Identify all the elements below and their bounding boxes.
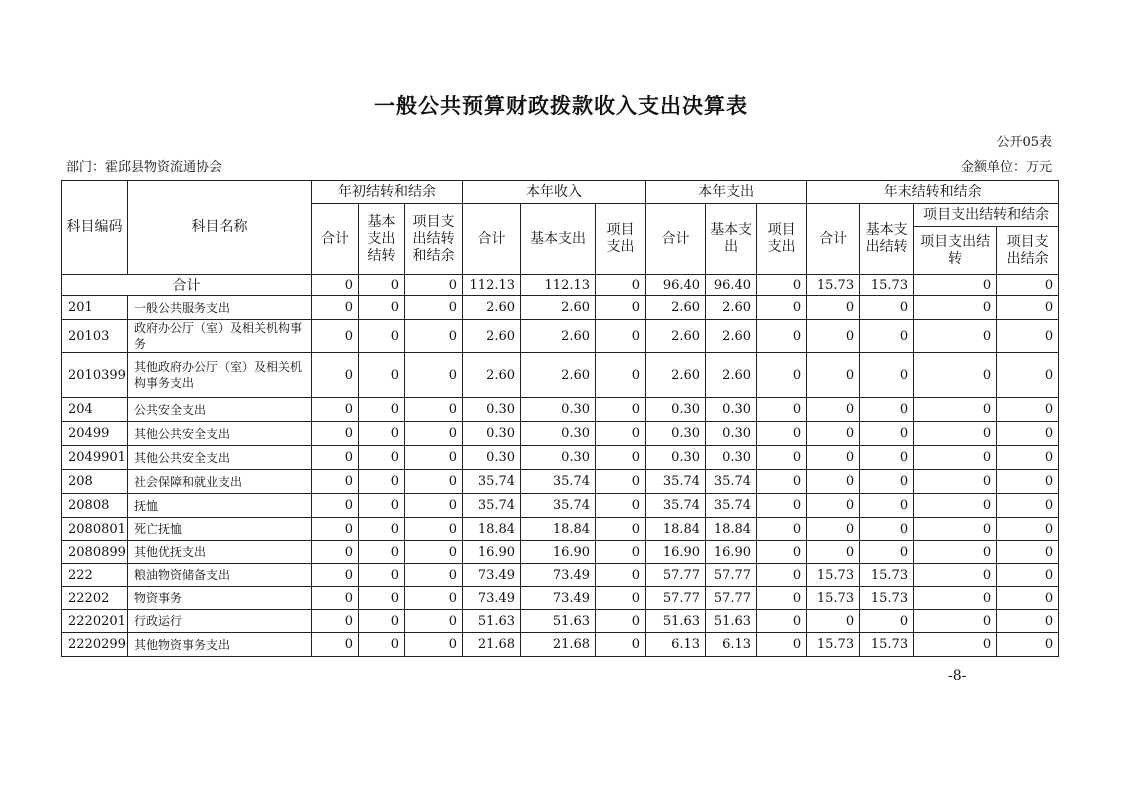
- value-cell: 0: [997, 353, 1059, 398]
- value-cell: 35.74: [463, 494, 521, 518]
- value-cell: 0: [914, 422, 997, 446]
- value-cell: 0.30: [706, 398, 757, 422]
- value-cell: 18.84: [521, 518, 596, 541]
- value-cell: 0: [757, 587, 807, 610]
- value-cell: 0: [312, 446, 359, 470]
- header-expense-total: 合计: [646, 204, 706, 275]
- value-cell: 0.30: [463, 446, 521, 470]
- value-cell: 73.49: [463, 587, 521, 610]
- value-cell: 0: [997, 494, 1059, 518]
- value-cell: 6.13: [646, 633, 706, 657]
- value-cell: 0: [359, 353, 405, 398]
- value-cell: 0: [914, 398, 997, 422]
- value-cell: 0: [359, 470, 405, 494]
- value-cell: 2.60: [706, 320, 757, 353]
- value-cell: 0: [405, 320, 463, 353]
- value-cell: 0: [914, 494, 997, 518]
- table-row: [62, 518, 1059, 541]
- value-cell: 2.60: [521, 353, 596, 398]
- value-cell: 0: [312, 587, 359, 610]
- table-row: [62, 353, 1059, 398]
- value-cell: 0: [757, 541, 807, 564]
- value-cell: 0: [405, 422, 463, 446]
- value-cell: 21.68: [463, 633, 521, 657]
- value-cell: 0: [997, 587, 1059, 610]
- value-cell: 0.30: [463, 422, 521, 446]
- value-cell: 6.13: [706, 633, 757, 657]
- value-cell: 0: [359, 422, 405, 446]
- value-cell: 16.90: [521, 541, 596, 564]
- value-cell: 0: [359, 446, 405, 470]
- value-cell: 0: [596, 610, 646, 633]
- value-cell: 0.30: [646, 422, 706, 446]
- table-row: [62, 422, 1059, 446]
- value-cell: 0: [997, 446, 1059, 470]
- header-closing-project-group: 项目支出结转和结余: [914, 204, 1059, 227]
- value-cell: 0: [914, 446, 997, 470]
- value-cell: 0: [596, 494, 646, 518]
- value-cell: 0: [359, 320, 405, 353]
- unit-label: 金额单位：万元: [960, 160, 1052, 175]
- value-cell: 73.49: [521, 587, 596, 610]
- value-cell: 35.74: [463, 470, 521, 494]
- value-cell: 0: [997, 610, 1059, 633]
- value-cell: 2.60: [646, 320, 706, 353]
- subject-name-cell: 其他优抚支出: [128, 541, 312, 564]
- page-number: -8-: [948, 668, 967, 684]
- total-cell: 0: [914, 275, 997, 296]
- table-row: [62, 541, 1059, 564]
- subject-code-cell: 20499: [62, 422, 128, 446]
- header-subject-name: 科目名称: [128, 181, 312, 275]
- value-cell: 15.73: [807, 587, 860, 610]
- value-cell: 0: [596, 353, 646, 398]
- value-cell: 2.60: [463, 296, 521, 320]
- value-cell: 18.84: [706, 518, 757, 541]
- header-closing-project-carry: 项目支出结转: [914, 227, 997, 275]
- value-cell: 0.30: [521, 398, 596, 422]
- header-opening-basic: 基本支出结转: [359, 204, 405, 275]
- total-cell: 112.13: [463, 275, 521, 296]
- value-cell: 57.77: [706, 564, 757, 587]
- value-cell: 0: [359, 296, 405, 320]
- value-cell: 0: [860, 541, 914, 564]
- table-row: [62, 296, 1059, 320]
- value-cell: 0: [359, 587, 405, 610]
- value-cell: 0: [997, 564, 1059, 587]
- total-row: [62, 275, 1059, 296]
- value-cell: 35.74: [521, 494, 596, 518]
- value-cell: 0: [757, 564, 807, 587]
- value-cell: 0: [807, 296, 860, 320]
- table-row: [62, 398, 1059, 422]
- value-cell: 0: [860, 320, 914, 353]
- subject-name-cell: 其他公共安全支出: [128, 422, 312, 446]
- value-cell: 0: [997, 470, 1059, 494]
- header-subject-code: 科目编码: [62, 181, 128, 275]
- value-cell: 0: [807, 541, 860, 564]
- total-cell: 0: [359, 275, 405, 296]
- form-code: 公开05表: [996, 135, 1052, 150]
- header-opening-total: 合计: [312, 204, 359, 275]
- value-cell: 0: [405, 541, 463, 564]
- value-cell: 73.49: [521, 564, 596, 587]
- value-cell: 0: [596, 398, 646, 422]
- value-cell: 0: [914, 610, 997, 633]
- value-cell: 2.60: [521, 320, 596, 353]
- value-cell: 0: [312, 470, 359, 494]
- total-cell: 0: [997, 275, 1059, 296]
- value-cell: 2.60: [646, 353, 706, 398]
- value-cell: 0: [312, 633, 359, 657]
- value-cell: 0: [807, 518, 860, 541]
- value-cell: 0: [914, 633, 997, 657]
- value-cell: 57.77: [646, 564, 706, 587]
- value-cell: 73.49: [463, 564, 521, 587]
- value-cell: 0: [914, 320, 997, 353]
- subject-code-cell: 2080899: [62, 541, 128, 564]
- value-cell: 0: [312, 494, 359, 518]
- value-cell: 0: [405, 633, 463, 657]
- value-cell: 0: [312, 564, 359, 587]
- value-cell: 0: [596, 446, 646, 470]
- header-expense-project: 项目支出: [757, 204, 807, 275]
- value-cell: 0: [997, 541, 1059, 564]
- table-row: [62, 633, 1059, 657]
- value-cell: 0.30: [521, 446, 596, 470]
- subject-name-cell: 死亡抚恤: [128, 518, 312, 541]
- value-cell: 0.30: [646, 446, 706, 470]
- subject-code-cell: 2010399: [62, 353, 128, 398]
- value-cell: 51.63: [706, 610, 757, 633]
- total-row-label: 合计: [62, 275, 312, 296]
- value-cell: 18.84: [463, 518, 521, 541]
- value-cell: 0: [807, 446, 860, 470]
- value-cell: 0: [312, 610, 359, 633]
- value-cell: 0: [914, 564, 997, 587]
- subject-name-cell: 其他公共安全支出: [128, 446, 312, 470]
- value-cell: 0: [757, 518, 807, 541]
- subject-name-cell: 其他政府办公厅（室）及相关机构事务支出: [128, 353, 312, 398]
- total-cell: 0: [757, 275, 807, 296]
- table-row: [62, 470, 1059, 494]
- value-cell: 0: [997, 422, 1059, 446]
- subject-name-cell: 抚恤: [128, 494, 312, 518]
- value-cell: 35.74: [646, 494, 706, 518]
- value-cell: 35.74: [706, 470, 757, 494]
- total-cell: 15.73: [807, 275, 860, 296]
- value-cell: 0: [405, 518, 463, 541]
- value-cell: 0: [359, 494, 405, 518]
- value-cell: 0: [405, 398, 463, 422]
- value-cell: 0: [807, 422, 860, 446]
- value-cell: 0: [914, 587, 997, 610]
- value-cell: 0: [405, 564, 463, 587]
- value-cell: 0: [860, 422, 914, 446]
- value-cell: 0: [860, 296, 914, 320]
- subject-code-cell: 22202: [62, 587, 128, 610]
- value-cell: 0: [405, 296, 463, 320]
- value-cell: 0: [405, 587, 463, 610]
- table-row: [62, 610, 1059, 633]
- value-cell: 2.60: [706, 353, 757, 398]
- value-cell: 0: [757, 470, 807, 494]
- value-cell: 0: [757, 446, 807, 470]
- value-cell: 15.73: [807, 564, 860, 587]
- value-cell: 0: [596, 541, 646, 564]
- value-cell: 57.77: [706, 587, 757, 610]
- value-cell: 0: [405, 494, 463, 518]
- total-cell: 0: [405, 275, 463, 296]
- value-cell: 0: [807, 398, 860, 422]
- value-cell: 16.90: [646, 541, 706, 564]
- value-cell: 0: [757, 422, 807, 446]
- value-cell: 0.30: [463, 398, 521, 422]
- value-cell: 0: [860, 398, 914, 422]
- subject-name-cell: 其他物资事务支出: [128, 633, 312, 657]
- header-income-basic: 基本支出: [521, 204, 596, 275]
- value-cell: 2.60: [646, 296, 706, 320]
- value-cell: 0: [596, 564, 646, 587]
- value-cell: 0: [757, 320, 807, 353]
- value-cell: 0: [359, 564, 405, 587]
- subject-code-cell: 2220299: [62, 633, 128, 657]
- value-cell: 0: [914, 296, 997, 320]
- value-cell: 15.73: [860, 633, 914, 657]
- subject-code-cell: 2049901: [62, 446, 128, 470]
- total-cell: 112.13: [521, 275, 596, 296]
- value-cell: 0: [405, 610, 463, 633]
- value-cell: 2.60: [463, 320, 521, 353]
- header-closing-balance: 年末结转和结余: [807, 181, 1059, 204]
- value-cell: 0: [860, 518, 914, 541]
- total-cell: 96.40: [706, 275, 757, 296]
- value-cell: 0: [312, 398, 359, 422]
- subject-name-cell: 一般公共服务支出: [128, 296, 312, 320]
- table-row: [62, 446, 1059, 470]
- value-cell: 0: [312, 422, 359, 446]
- value-cell: 16.90: [463, 541, 521, 564]
- value-cell: 0.30: [646, 398, 706, 422]
- subject-code-cell: 208: [62, 470, 128, 494]
- subject-code-cell: 20103: [62, 320, 128, 353]
- table-row: [62, 320, 1059, 353]
- value-cell: 0: [596, 320, 646, 353]
- header-expense-basic: 基本支出: [706, 204, 757, 275]
- value-cell: 0: [807, 610, 860, 633]
- value-cell: 0: [359, 633, 405, 657]
- value-cell: 0: [405, 470, 463, 494]
- value-cell: 0: [405, 446, 463, 470]
- value-cell: 0: [860, 494, 914, 518]
- value-cell: 0: [807, 470, 860, 494]
- value-cell: 16.90: [706, 541, 757, 564]
- value-cell: 0: [596, 633, 646, 657]
- total-cell: 96.40: [646, 275, 706, 296]
- value-cell: 0: [914, 470, 997, 494]
- header-income-total: 合计: [463, 204, 521, 275]
- subject-code-cell: 2220201: [62, 610, 128, 633]
- total-cell: 0: [596, 275, 646, 296]
- value-cell: 0: [757, 610, 807, 633]
- value-cell: 0: [807, 353, 860, 398]
- value-cell: 0: [860, 353, 914, 398]
- value-cell: 0: [596, 422, 646, 446]
- value-cell: 0: [757, 494, 807, 518]
- value-cell: 0: [914, 518, 997, 541]
- value-cell: 51.63: [646, 610, 706, 633]
- value-cell: 0: [312, 296, 359, 320]
- value-cell: 0: [807, 320, 860, 353]
- value-cell: 57.77: [646, 587, 706, 610]
- header-current-expense: 本年支出: [646, 181, 807, 204]
- value-cell: 18.84: [646, 518, 706, 541]
- value-cell: 0: [596, 296, 646, 320]
- value-cell: 0: [997, 296, 1059, 320]
- value-cell: 0: [860, 470, 914, 494]
- value-cell: 0: [359, 398, 405, 422]
- value-cell: 15.73: [860, 564, 914, 587]
- subject-name-cell: 物资事务: [128, 587, 312, 610]
- value-cell: 0: [596, 518, 646, 541]
- subject-name-cell: 行政运行: [128, 610, 312, 633]
- value-cell: 15.73: [860, 587, 914, 610]
- subject-name-cell: 政府办公厅（室）及相关机构事务: [128, 320, 312, 353]
- value-cell: 35.74: [706, 494, 757, 518]
- value-cell: 0: [997, 320, 1059, 353]
- page-title: 一般公共预算财政拨款收入支出决算表: [374, 94, 748, 118]
- value-cell: 0: [312, 353, 359, 398]
- header-income-project: 项目支出: [596, 204, 646, 275]
- value-cell: 0: [312, 541, 359, 564]
- value-cell: 35.74: [521, 470, 596, 494]
- value-cell: 51.63: [463, 610, 521, 633]
- value-cell: 0: [757, 633, 807, 657]
- subject-code-cell: 222: [62, 564, 128, 587]
- subject-name-cell: 社会保障和就业支出: [128, 470, 312, 494]
- value-cell: 2.60: [463, 353, 521, 398]
- value-cell: 0.30: [706, 422, 757, 446]
- value-cell: 0: [997, 633, 1059, 657]
- value-cell: 0: [757, 296, 807, 320]
- value-cell: 0: [914, 541, 997, 564]
- budget-table: [61, 180, 1059, 657]
- value-cell: 0: [807, 494, 860, 518]
- value-cell: 0: [997, 518, 1059, 541]
- value-cell: 0: [359, 518, 405, 541]
- header-opening-balance: 年初结转和结余: [312, 181, 463, 204]
- subject-code-cell: 204: [62, 398, 128, 422]
- header-closing-project-surplus: 项目支出结余: [997, 227, 1059, 275]
- value-cell: 0: [914, 353, 997, 398]
- header-closing-total: 合计: [807, 204, 860, 275]
- value-cell: 0: [860, 446, 914, 470]
- department-label: 部门：霍邱县物资流通协会: [66, 160, 223, 175]
- value-cell: 0: [596, 587, 646, 610]
- value-cell: 0: [359, 541, 405, 564]
- value-cell: 0: [312, 518, 359, 541]
- total-cell: 0: [312, 275, 359, 296]
- value-cell: 0: [757, 398, 807, 422]
- subject-code-cell: 201: [62, 296, 128, 320]
- table-row: [62, 587, 1059, 610]
- value-cell: 0: [997, 398, 1059, 422]
- value-cell: 2.60: [706, 296, 757, 320]
- subject-name-cell: 公共安全支出: [128, 398, 312, 422]
- value-cell: 0: [312, 320, 359, 353]
- subject-name-cell: 粮油物资储备支出: [128, 564, 312, 587]
- value-cell: 0: [596, 470, 646, 494]
- value-cell: 35.74: [646, 470, 706, 494]
- value-cell: 0: [757, 353, 807, 398]
- subject-code-cell: 2080801: [62, 518, 128, 541]
- value-cell: 0.30: [521, 422, 596, 446]
- subject-code-cell: 20808: [62, 494, 128, 518]
- value-cell: 0: [405, 353, 463, 398]
- table-row: [62, 564, 1059, 587]
- table-row: [62, 494, 1059, 518]
- value-cell: 0.30: [706, 446, 757, 470]
- header-current-income: 本年收入: [463, 181, 646, 204]
- total-cell: 15.73: [860, 275, 914, 296]
- header-closing-basic: 基本支出结转: [860, 204, 914, 275]
- value-cell: 0: [359, 610, 405, 633]
- value-cell: 15.73: [807, 633, 860, 657]
- header-opening-project: 项目支出结转和结余: [405, 204, 463, 275]
- value-cell: 2.60: [521, 296, 596, 320]
- value-cell: 21.68: [521, 633, 596, 657]
- value-cell: 0: [860, 610, 914, 633]
- value-cell: 51.63: [521, 610, 596, 633]
